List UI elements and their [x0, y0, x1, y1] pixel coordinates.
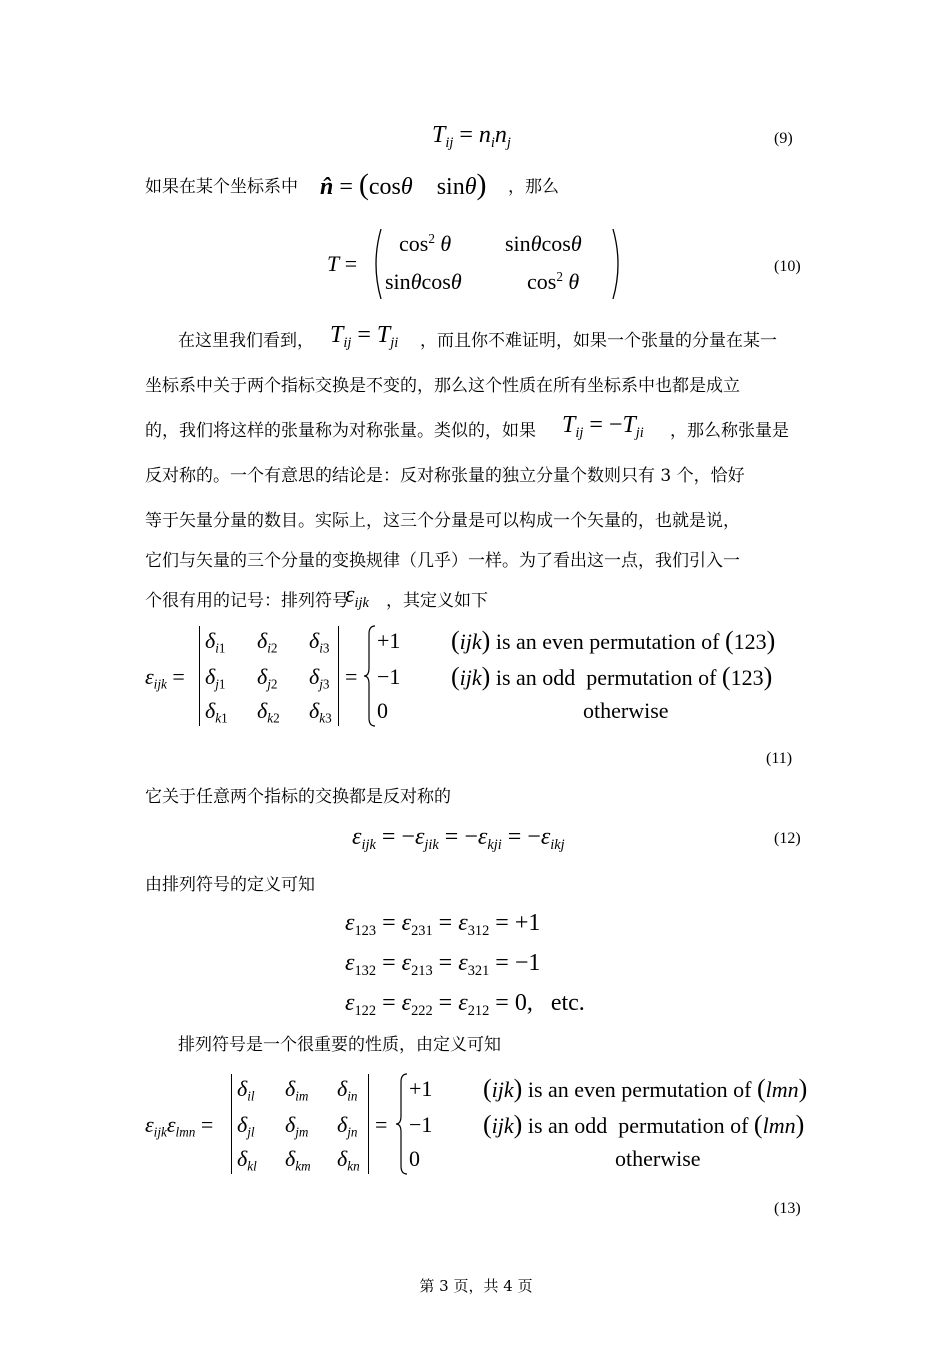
equation-number-11: (11) — [766, 750, 793, 767]
left-brace — [363, 624, 377, 728]
det-left-bar — [231, 1074, 232, 1174]
values-line-2: $\varepsilon_{132} = \varepsilon_{213} = \varepsilon_{321} = -1$ — [345, 950, 541, 980]
text-line: 排列符号是一个很重要的性质，由定义可知 — [178, 1035, 501, 1055]
equation-10: T = $\cos^2 \theta$ sinθcosθ sinθcosθ $\cos^2 \theta$ — [327, 225, 627, 305]
paragraph-line-1: 在这里我们看到， — [178, 331, 314, 351]
unit-vector-expression: n̂ = (cosθ sinθ) — [320, 168, 487, 201]
equation-13: $\varepsilon_{ijk}\varepsilon_{lmn}$ = $\delta_{il}$ $\delta_{im}$ $\delta_{in}$ $\delta_{jl}$ $\delta_{jm}$ $\delta_{jn}$ $\delta_{kl}$ $\delta_{km}$ $\delta_{kn}$ = +1 −1 0 (ijk) is an even permutation of (lmn) (ijk) is an odd permutation of (lmn) otherwise — [145, 1070, 845, 1180]
equation-number-9: (9) — [774, 130, 793, 147]
text-line: ，那么 — [508, 177, 559, 197]
paragraph-line-5: 等于矢量分量的数目。实际上，这三个分量是可以构成一个矢量的，也就是说， — [145, 511, 740, 531]
det-right-bar — [338, 626, 339, 726]
det-right-bar — [368, 1074, 369, 1174]
text-line: 由排列符号的定义可知 — [145, 875, 315, 895]
paragraph-line-7: 个很有用的记号：排列符号 — [145, 591, 349, 611]
equation-number-10: (10) — [774, 258, 801, 275]
equation-9: $T_{ij} = n_in_j$ — [432, 122, 511, 152]
paragraph-line-4: 反对称的。一个有意思的结论是：反对称张量的独立分量个数则只有 3 个，恰好 — [145, 466, 745, 486]
paragraph-line-2: 坐标系中关于两个指标交换是不变的，那么这个性质在所有坐标系中也都是成立 — [145, 376, 740, 396]
symmetric-condition: $T_{ij} = T_{ji}$ — [330, 322, 399, 352]
antisymmetric-condition: $T_{ij} = -T_{ji}$ — [562, 412, 644, 442]
equation-number-12: (12) — [774, 830, 801, 847]
text-line: 它关于任意两个指标的交换都是反对称的 — [145, 787, 451, 807]
levi-civita-symbol: $\varepsilon_{ijk}$ — [345, 582, 369, 612]
left-brace — [395, 1072, 409, 1176]
det-left-bar — [199, 626, 200, 726]
text-line: 如果在某个坐标系中 — [145, 177, 298, 197]
paragraph-line-6: 它们与矢量的三个分量的变换规律（几乎）一样。为了看出这一点，我们引入一 — [145, 551, 740, 571]
values-line-3: $\varepsilon_{122} = \varepsilon_{222} = \varepsilon_{212} = 0$, etc. — [345, 990, 585, 1020]
paragraph-line-7b: ，其定义如下 — [386, 591, 488, 611]
page-footer: 第 3 页，共 4 页 — [419, 1277, 533, 1295]
equation-12: $\varepsilon_{ijk} = -\varepsilon_{jik} = -\varepsilon_{kji} = -\varepsilon_{ikj}$ — [352, 824, 565, 854]
values-line-1: $\varepsilon_{123} = \varepsilon_{231} = \varepsilon_{312} = +1$ — [345, 910, 541, 940]
equation-11: $\varepsilon_{ijk}$ = $\delta_{i1}$ $\delta_{i2}$ $\delta_{i3}$ $\delta_{j1}$ $\delta_{j2}$ $\delta_{j3}$ $\delta_{k1}$ $\delta_{k2}$ $\delta_{k3}$ = +1 −1 0 (ijk) is an even permutation of (123) (ijk) is an odd permutation of (123) otherwise — [145, 622, 815, 732]
right-paren — [611, 227, 625, 301]
paragraph-line-3b: ，那么称张量是 — [670, 421, 789, 441]
paragraph-line-1b: ，而且你不难证明，如果一个张量的分量在某一 — [420, 331, 777, 351]
equation-number-13: (13) — [774, 1200, 801, 1217]
left-paren — [369, 227, 383, 301]
paragraph-line-3: 的，我们将这样的张量称为对称张量。类似的，如果 — [145, 421, 536, 441]
